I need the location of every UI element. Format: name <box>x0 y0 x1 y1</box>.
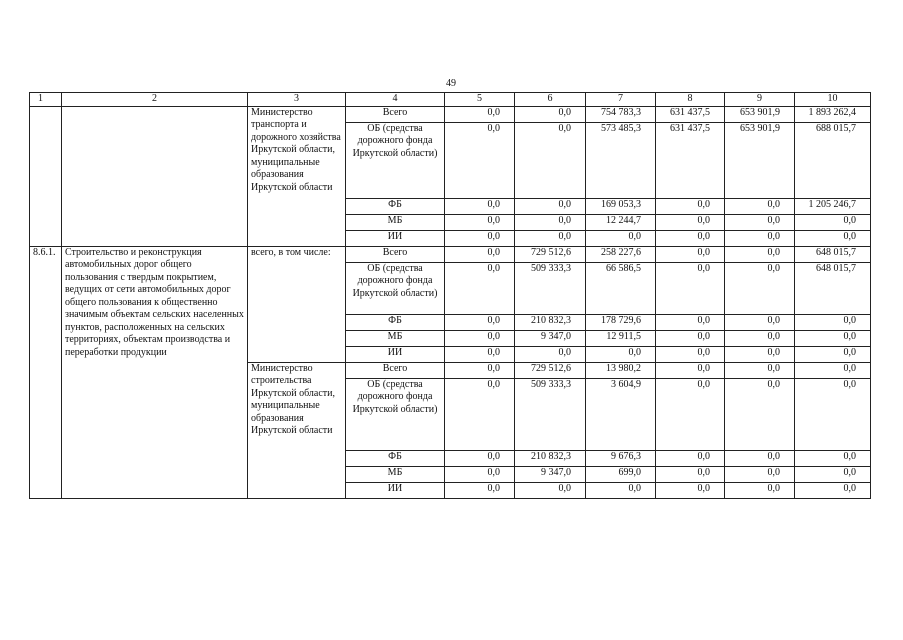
value-cell: 0,0 <box>586 230 656 246</box>
value-cell: 0,0 <box>795 330 871 346</box>
funding-source: Всего <box>346 246 445 262</box>
executor: Министерство транспорта и дорожного хозяйства Иркутской области, муниципальные образования Иркутской области <box>248 106 346 246</box>
value-cell: 9 676,3 <box>586 450 656 466</box>
value-cell: 648 015,7 <box>795 246 871 262</box>
value-cell: 178 729,6 <box>586 314 656 330</box>
item-name: Строительство и реконструкция автомобильных дорог общего пользования с твердым покрытием, ведущих от сети автомобильных дорог общего пользования к общественно значимым объектам сельских населенных пунктов, расположенных на сельских территориях, объектам производства и переработки продукции <box>62 246 248 498</box>
value-cell: 0,0 <box>795 214 871 230</box>
value-cell: 688 015,7 <box>795 122 871 198</box>
funding-source: ОБ (средства дорожного фонда Иркутской области) <box>346 378 445 450</box>
value-cell: 653 901,9 <box>725 122 795 198</box>
column-header: 7 <box>586 93 656 107</box>
value-cell: 0,0 <box>445 362 515 378</box>
value-cell: 0,0 <box>795 230 871 246</box>
value-cell: 0,0 <box>515 106 586 122</box>
value-cell: 0,0 <box>515 346 586 362</box>
value-cell: 0,0 <box>586 482 656 498</box>
column-header: 9 <box>725 93 795 107</box>
column-header: 2 <box>62 93 248 107</box>
value-cell: 653 901,9 <box>725 106 795 122</box>
value-cell: 0,0 <box>656 330 725 346</box>
value-cell: 0,0 <box>445 466 515 482</box>
funding-source: ИИ <box>346 482 445 498</box>
table-row <box>30 246 871 262</box>
column-header-row <box>30 93 871 107</box>
item-code: 8.6.1. <box>30 246 62 498</box>
value-cell: 0,0 <box>515 198 586 214</box>
value-cell: 0,0 <box>725 262 795 314</box>
value-cell: 0,0 <box>445 122 515 198</box>
value-cell: 0,0 <box>656 314 725 330</box>
funding-source: ИИ <box>346 230 445 246</box>
funding-source: ФБ <box>346 198 445 214</box>
value-cell: 0,0 <box>656 362 725 378</box>
funding-source: ФБ <box>346 314 445 330</box>
value-cell: 169 053,3 <box>586 198 656 214</box>
funding-source: ФБ <box>346 450 445 466</box>
value-cell: 3 604,9 <box>586 378 656 450</box>
value-cell: 631 437,5 <box>656 106 725 122</box>
value-cell: 699,0 <box>586 466 656 482</box>
value-cell: 0,0 <box>795 378 871 450</box>
value-cell: 0,0 <box>725 378 795 450</box>
value-cell: 0,0 <box>795 346 871 362</box>
value-cell: 0,0 <box>445 230 515 246</box>
value-cell: 0,0 <box>725 198 795 214</box>
value-cell: 0,0 <box>656 214 725 230</box>
value-cell: 0,0 <box>795 466 871 482</box>
column-header: 1 <box>30 93 62 107</box>
value-cell: 0,0 <box>656 246 725 262</box>
value-cell: 1 205 246,7 <box>795 198 871 214</box>
column-header: 4 <box>346 93 445 107</box>
value-cell: 0,0 <box>515 214 586 230</box>
value-cell: 0,0 <box>445 262 515 314</box>
value-cell: 0,0 <box>795 450 871 466</box>
funding-source: МБ <box>346 330 445 346</box>
value-cell: 0,0 <box>725 450 795 466</box>
value-cell: 66 586,5 <box>586 262 656 314</box>
value-cell: 0,0 <box>515 122 586 198</box>
item-name-cell <box>62 106 248 246</box>
funding-source: ОБ (средства дорожного фонда Иркутской области) <box>346 262 445 314</box>
page-number: 49 <box>446 78 456 89</box>
value-cell: 0,0 <box>445 330 515 346</box>
value-cell: 754 783,3 <box>586 106 656 122</box>
funding-source: ОБ (средства дорожного фонда Иркутской области) <box>346 122 445 198</box>
value-cell: 0,0 <box>725 466 795 482</box>
value-cell: 0,0 <box>725 482 795 498</box>
value-cell: 210 832,3 <box>515 314 586 330</box>
funding-source: МБ <box>346 214 445 230</box>
funding-source: Всего <box>346 106 445 122</box>
value-cell: 0,0 <box>656 482 725 498</box>
value-cell: 0,0 <box>445 314 515 330</box>
value-cell: 0,0 <box>445 106 515 122</box>
value-cell: 0,0 <box>725 246 795 262</box>
value-cell: 0,0 <box>725 346 795 362</box>
column-header: 6 <box>515 93 586 107</box>
value-cell: 0,0 <box>725 330 795 346</box>
column-header: 10 <box>795 93 871 107</box>
value-cell: 12 244,7 <box>586 214 656 230</box>
table-body <box>30 93 871 499</box>
value-cell: 9 347,0 <box>515 330 586 346</box>
value-cell: 0,0 <box>445 214 515 230</box>
value-cell: 0,0 <box>656 378 725 450</box>
value-cell: 1 893 262,4 <box>795 106 871 122</box>
column-header: 5 <box>445 93 515 107</box>
value-cell: 210 832,3 <box>515 450 586 466</box>
table-row <box>30 106 871 122</box>
executor: всего, в том числе: <box>248 246 346 362</box>
value-cell: 0,0 <box>445 346 515 362</box>
value-cell: 9 347,0 <box>515 466 586 482</box>
value-cell: 12 911,5 <box>586 330 656 346</box>
value-cell: 0,0 <box>656 230 725 246</box>
value-cell: 0,0 <box>795 482 871 498</box>
value-cell: 0,0 <box>445 482 515 498</box>
value-cell: 0,0 <box>656 262 725 314</box>
value-cell: 509 333,3 <box>515 262 586 314</box>
executor: Министерство строительства Иркутской области, муниципальные образования Иркутской области <box>248 362 346 498</box>
value-cell: 0,0 <box>445 378 515 450</box>
item-code-cell <box>30 106 62 246</box>
value-cell: 0,0 <box>725 362 795 378</box>
value-cell: 258 227,6 <box>586 246 656 262</box>
value-cell: 509 333,3 <box>515 378 586 450</box>
funding-source: Всего <box>346 362 445 378</box>
value-cell: 729 512,6 <box>515 362 586 378</box>
value-cell: 0,0 <box>725 314 795 330</box>
value-cell: 573 485,3 <box>586 122 656 198</box>
value-cell: 729 512,6 <box>515 246 586 262</box>
value-cell: 13 980,2 <box>586 362 656 378</box>
budget-table <box>29 92 871 499</box>
value-cell: 0,0 <box>795 362 871 378</box>
value-cell: 631 437,5 <box>656 122 725 198</box>
value-cell: 0,0 <box>656 450 725 466</box>
value-cell: 0,0 <box>515 482 586 498</box>
value-cell: 0,0 <box>725 214 795 230</box>
funding-source: МБ <box>346 466 445 482</box>
value-cell: 0,0 <box>445 450 515 466</box>
value-cell: 0,0 <box>795 314 871 330</box>
value-cell: 0,0 <box>515 230 586 246</box>
value-cell: 648 015,7 <box>795 262 871 314</box>
value-cell: 0,0 <box>656 466 725 482</box>
value-cell: 0,0 <box>725 230 795 246</box>
value-cell: 0,0 <box>656 198 725 214</box>
value-cell: 0,0 <box>445 246 515 262</box>
column-header: 8 <box>656 93 725 107</box>
column-header: 3 <box>248 93 346 107</box>
value-cell: 0,0 <box>656 346 725 362</box>
value-cell: 0,0 <box>445 198 515 214</box>
funding-source: ИИ <box>346 346 445 362</box>
value-cell: 0,0 <box>586 346 656 362</box>
